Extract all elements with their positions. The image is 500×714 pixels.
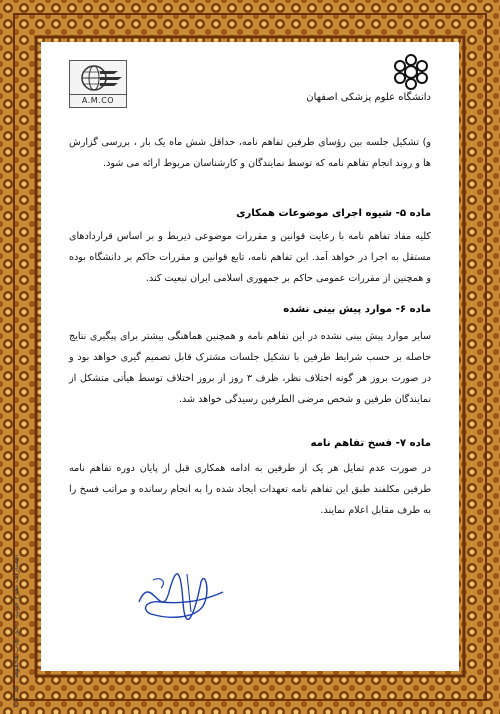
globe-icon bbox=[70, 61, 126, 95]
amco-logo-text: A.M.CO bbox=[70, 94, 126, 107]
article-7-body: در صورت عدم تمایل هر یک از طرفین به ادامه همکاری قبل از پایان دوره تفاهم نامه طرفین مکلفند طبق این تفاهم نامه تعهدات ایجاد شده را به انجام رسانده و مراتب فسخ را به طرف مقابل اعلام نمایند. bbox=[69, 463, 431, 516]
article-6-body: سایر موارد پیش بینی نشده در این تفاهم نامه و همچنین هماهنگی بیشتر برای پیگیری نتایج حاصله بر حسب شرایط طرفین با تشکیل جلسات مشترک قابل تصمیم گیری خواهد بود و در صورت بروز هر گونه اختلاف نظر، ظرف ۳ روز از بروز اختلاف توسط هیأتی متشکل از نمایندگان طرفین و شخص مرضی الطرفین رسیدگی خواهد شد. bbox=[69, 331, 431, 405]
print-note bbox=[6, 554, 20, 708]
university-name: دانشگاه علوم پزشکی اصفهان bbox=[306, 92, 431, 103]
amco-logo bbox=[69, 60, 127, 108]
article-7-heading: ماده ۷- فسخ تفاهم نامه bbox=[310, 438, 431, 449]
document-page bbox=[41, 42, 459, 671]
print-note-text: انتشارات طرح فرنیه - حق چاپ محفوظ . کد ۲۱۳ bbox=[11, 554, 20, 708]
article-6-heading: ماده ۶- موارد پیش بینی نشده bbox=[283, 304, 431, 315]
article-5-heading: ماده ۵- شیوه اجرای موضوعات همکاری bbox=[236, 208, 431, 219]
signature bbox=[131, 562, 231, 632]
article-5-body: کلیه مفاد تفاهم نامه با رعایت قوانین و مقررات موضوعی ذیربط و بر اساس قراردادهای مستقل به اجرا در خواهد آمد. این تفاهم نامه، تابع قوانین و مقررات حاکم بر دانشگاه بوده و همچنین از مقررات عمومی حاکم بر جمهوری اسلامی ایران تبعیت کند. bbox=[69, 231, 431, 284]
university-emblem-icon bbox=[391, 54, 431, 90]
university-logo bbox=[306, 54, 431, 110]
continuation-paragraph: و) تشکیل جلسه بین رؤسای طرفین تفاهم نامه، حداقل شش ماه یک بار ، بررسی گزارش ها و روند انجام تفاهم نامه که توسط نمایندگان و کارشناسان مربوط ارائه می شود. bbox=[69, 137, 431, 169]
